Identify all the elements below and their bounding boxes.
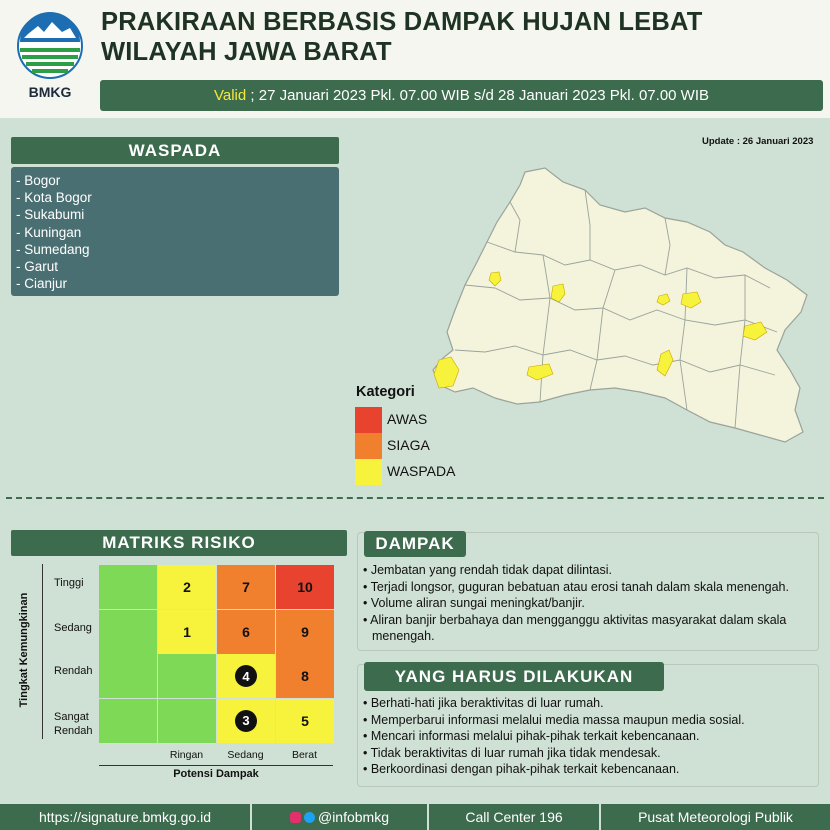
legend-swatch	[355, 433, 382, 459]
list-item: • Jembatan yang rendah tidak dapat dilintasi.	[363, 563, 612, 577]
matrix-cell	[217, 699, 275, 743]
list-item: • Volume aliran sungai meningkat/banjir.	[363, 596, 585, 611]
matrix-x-label: Potensi Dampak	[173, 768, 259, 780]
list-item: - Bogor	[16, 173, 61, 188]
waspada-heading: WASPADA	[11, 137, 339, 164]
map-land	[433, 168, 807, 442]
legend-swatch	[355, 459, 382, 485]
legend-item-siaga	[355, 433, 555, 459]
valid-text: ; 27 Januari 2023 Pkl. 07.00 WIB s/d 28 Januari 2023 Pkl. 07.00 WIB	[246, 87, 710, 104]
list-item: • Terjadi longsor, guguran bebatuan atau erosi tanah dalam skala menengah.	[363, 579, 789, 594]
matrix-col-label: Ringan	[169, 749, 204, 761]
matrix-cell	[276, 565, 334, 609]
matrix-col-label: Berat	[291, 749, 318, 761]
legend-label: AWAS	[387, 411, 428, 427]
matrix-cell	[158, 610, 216, 654]
matrix-cell-value: 1	[183, 623, 191, 640]
update-date: Update : 26 Januari 2023	[702, 136, 814, 147]
matrix-cell-value: 10	[297, 579, 313, 595]
divider	[6, 497, 824, 499]
matrix-heading: MATRIKS RISIKO	[11, 530, 347, 556]
list-item: - Kuningan	[16, 224, 82, 240]
list-item: • Berkoordinasi dengan pihak-pihak terkait kebencanaan.	[363, 762, 680, 777]
matrix-y-label: Tingkat Kemungkinan	[18, 592, 30, 708]
list-item: - Cianjur	[16, 276, 68, 292]
waspada-region-list	[11, 167, 339, 296]
matrix-x-axis	[99, 765, 333, 766]
matrix-cell	[217, 654, 275, 698]
legend-item-awas	[355, 407, 555, 433]
header	[0, 0, 830, 118]
matrix-cell-value: 7	[242, 579, 250, 595]
matrix-cell-value: 2	[183, 579, 191, 595]
matrix-row-label-line: Sangat	[54, 711, 89, 723]
matrix-y-axis	[42, 564, 43, 739]
title-line-2: WILAYAH JAWA BARAT	[101, 38, 392, 66]
matrix-cell-value: 6	[242, 623, 250, 640]
matrix-cell	[158, 654, 216, 698]
todo-list	[363, 695, 815, 778]
matrix-cell	[217, 565, 275, 609]
matrix-row-label: Rendah	[54, 665, 93, 677]
page-title	[101, 7, 702, 67]
list-item: - Sumedang	[16, 241, 90, 257]
matrix-cell	[276, 654, 334, 698]
footer-website-link[interactable]: https://signature.bmkg.go.id	[39, 809, 211, 825]
matrix-cell	[158, 565, 216, 609]
matrix-cell-value: 3	[235, 710, 257, 732]
matrix-cell-value: 8	[301, 668, 309, 684]
legend-title: Kategori	[356, 384, 415, 400]
matrix-row-label-line: Rendah	[54, 725, 93, 737]
matrix-cell	[217, 610, 275, 654]
valid-period-bar	[100, 80, 823, 111]
dampak-heading: DAMPAK	[364, 531, 466, 557]
list-item: • Aliran banjir berbahaya dan mengganggu aktivitas masyarakat dalam skala menengah.	[363, 612, 787, 644]
bmkg-logo	[14, 12, 86, 104]
matrix-cell-value: 5	[301, 712, 309, 729]
legend-label: WASPADA	[387, 463, 456, 479]
todo-heading: YANG HARUS DILAKUKAN	[364, 662, 664, 691]
legend-swatch	[355, 407, 382, 433]
footer-social[interactable]	[252, 804, 427, 830]
matrix-row-label: Sedang	[54, 622, 92, 634]
footer	[0, 804, 830, 830]
social-handle: @infobmkg	[317, 809, 390, 825]
list-item: - Garut	[16, 259, 59, 275]
dampak-list	[363, 562, 815, 645]
matrix-cell-value: 9	[301, 623, 309, 640]
legend-label: SIAGA	[387, 437, 430, 453]
twitter-icon	[304, 812, 315, 823]
legend-item-waspada	[355, 459, 555, 485]
logo-text: BMKG	[28, 84, 72, 100]
instagram-icon	[290, 812, 301, 823]
matrix-cell	[99, 654, 157, 698]
matrix-cell	[276, 699, 334, 743]
footer-call-center: Call Center 196	[465, 809, 563, 825]
matrix-cell	[99, 610, 157, 654]
list-item: - Kota Bogor	[16, 190, 92, 206]
list-item: - Sukabumi	[16, 207, 85, 223]
matrix-cell-value: 4	[235, 665, 257, 687]
list-item: • Berhati-hati jika beraktivitas di luar rumah.	[363, 696, 604, 710]
matrix-row-label	[54, 710, 93, 738]
matrix-cell	[276, 610, 334, 654]
matrix-col-label: Sedang	[227, 749, 264, 761]
list-item: • Tidak beraktivitas di luar rumah jika tidak mendesak.	[363, 745, 661, 760]
matrix-row-label: Tinggi	[54, 577, 84, 589]
matrix-cell	[99, 565, 157, 609]
matrix-cell	[99, 699, 157, 743]
valid-label: Valid	[213, 87, 247, 104]
list-item: • Mencari informasi melalui pihak-pihak terkait kebencanaan.	[363, 729, 700, 744]
list-item: • Memperbarui informasi melalui media massa maupun media sosial.	[363, 712, 745, 727]
title-line-1: PRAKIRAAN BERBASIS DAMPAK HUJAN LEBAT	[101, 8, 703, 36]
matrix-cell	[158, 699, 216, 743]
footer-org: Pusat Meteorologi Publik	[638, 809, 793, 825]
